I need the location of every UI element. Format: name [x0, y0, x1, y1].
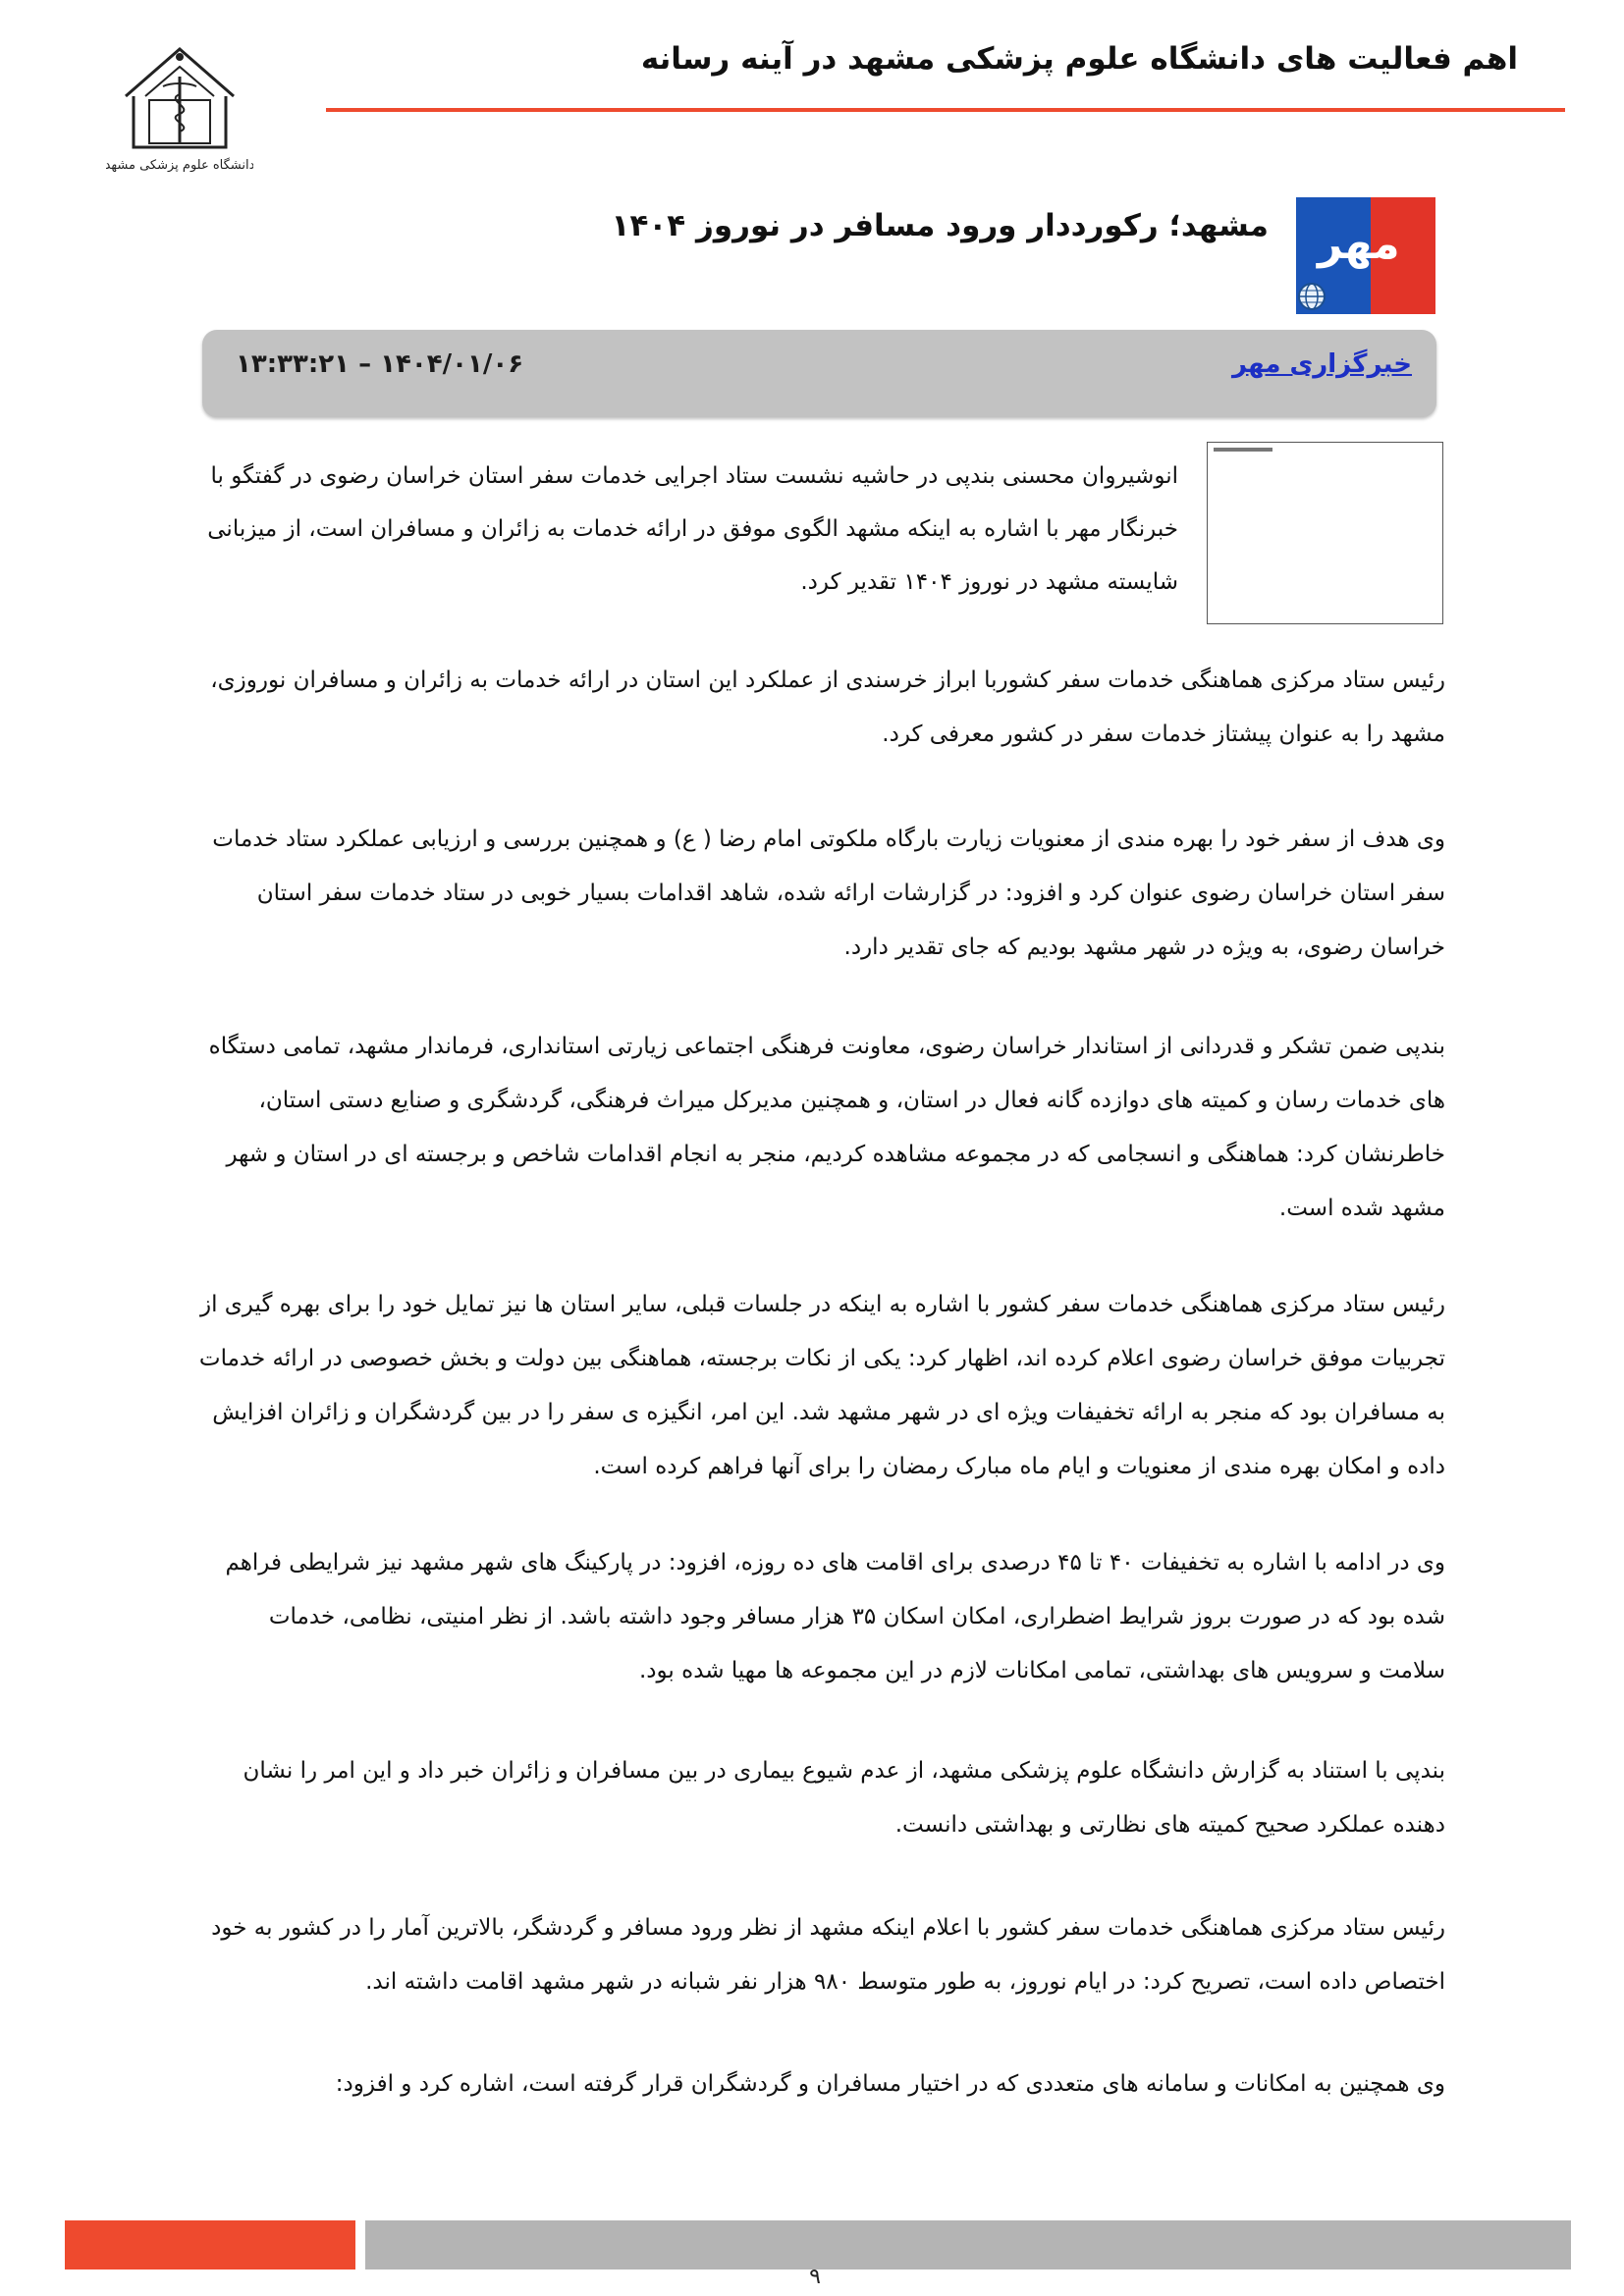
university-emblem-icon [106, 37, 253, 175]
article-paragraph: رئیس ستاد مرکزی هماهنگی خدمات سفر کشور با اشاره به اینکه در جلسات قبلی، سایر استان ها نیز تمایل خود را برای بهره گیری از تجربیات موفق خراسان رضوی اعلام کرده اند، اظهار کرد: یکی از نکات برجسته، هماهنگی بین دولت و بخش خصوصی در ارائه خدمات به مسافران بود که منجر به ارائه تخفیفات ویژه ای در شهر مشهد شد. این امر، انگیزه ی سفر را در بین گردشگران و زائران افزایش داده و امکان بهره مندی از معنویات و ایام ماه مبارک رمضان را برای آنها فراهم کرده است. [198, 1292, 1445, 1479]
article-paragraph: بندپی با استناد به گزارش دانشگاه علوم پزشکی مشهد، از عدم شیوع بیماری در بین مسافران و زائران خبر داد و این امر را نشان دهنده عملکرد صحیح کمیته های نظارتی و بهداشتی دانست. [243, 1758, 1445, 1838]
article-paragraph: انوشیروان محسنی بندپی در حاشیه نشست ستاد اجرایی خدمات سفر استان خراسان رضوی در گفتگو با خبرنگار مهر با اشاره به اینکه مشهد الگوی موفق در ارائه خدمات به زائران و مسافران است، از میزبانی شایسته مشهد در نوروز ۱۴۰۴ تقدیر کرد. [207, 463, 1178, 595]
news-agency-link[interactable]: خبرگزاری مهر [1231, 349, 1412, 379]
header-divider [326, 108, 1565, 112]
university-logo [106, 37, 253, 175]
logo-mark: مهر [1318, 219, 1400, 269]
globe-icon [1296, 281, 1327, 312]
article-paragraph: رئیس ستاد مرکزی هماهنگی خدمات سفر کشور با اعلام اینکه مشهد از نظر ورود مسافر و گردشگر، بالاترین آمار را در کشور به خود اختصاص داده است، تصریح کرد: در ایام نوروز، به طور متوسط ۹۸۰ هزار نفر شبانه در شهر مشهد اقامت داشته اند. [211, 1915, 1445, 1995]
article-image-placeholder [1207, 442, 1443, 624]
header-title: اهم فعالیت های دانشگاه علوم پزشکی مشهد در آینه رسانه [640, 41, 1518, 77]
footer-bar [365, 2220, 1571, 2269]
footer-accent-bar [65, 2220, 355, 2269]
article-paragraph: وی همچنین به امکانات و سامانه های متعددی که در اختیار مسافران و گردشگران قرار گرفته است، اشاره کرد و افزود: [335, 2071, 1445, 2097]
article-paragraph: رئیس ستاد مرکزی هماهنگی خدمات سفر کشوربا ابراز خرسندی از عملکرد این استان در ارائه خدمات به زائران و مسافران نوروزی، مشهد را به عنوان پیشتاز خدمات سفر در کشور معرفی کرد. [210, 667, 1445, 747]
article-paragraph: بندپی ضمن تشکر و قدردانی از استاندار خراسان رضوی، معاونت فرهنگی اجتماعی زیارتی استانداری، فرماندار مشهد، تمامی دستگاه های خدمات رسان و کمیته های دوازده گانه فعال در استان، و همچنین مدیرکل میراث فرهنگی، گردشگری و صنایع دستی استان، خاطرنشان کرد: هماهنگی و انسجامی که در مجموعه مشاهده کردیم، منجر به انجام اقدامات شاخص و برجسته ای در استان و شهر مشهد شده است. [208, 1034, 1445, 1221]
publish-datetime: ۱۴۰۴/۰۱/۰۶ – ۱۳:۳۳:۲۱ [236, 349, 524, 379]
article-paragraph: وی در ادامه با اشاره به تخفیفات ۴۰ تا ۴۵ درصدی برای اقامت های ده روزه، افزود: در پارکینگ های شهر مشهد نیز شرایطی فراهم شده بود که در صورت بروز شرایط اضطراری، امکان اسکان ۳۵ هزار مسافر وجود داشته باشد. از نظر امنیتی، نظامی، خدمات سلامت و سرویس های بهداشتی، تمامی امکانات لازم در این مجموعه ها مهیا شده بود. [225, 1550, 1445, 1683]
article-paragraph: وی هدف از سفر خود را بهره مندی از معنویات زیارت بارگاه ملکوتی امام رضا ( ع) و همچنین بررسی و ارزیابی عملکرد ستاد خدمات سفر استان خراسان رضوی عنوان کرد و افزود: در گزارشات ارائه شده، شاهد اقدامات بسیار خوبی در ستاد خدمات سفر استان خراسان رضوی، به ویژه در شهر مشهد بودیم که جای تقدیر دارد. [212, 827, 1445, 960]
news-title: مشهد؛ رکورددار ورود مسافر در نوروز ۱۴۰۴ [611, 208, 1269, 243]
broken-image-label [1214, 448, 1272, 452]
logo-caption: دانشگاه علوم پزشکی مشهد [106, 158, 253, 173]
page-number: ۹ [809, 2265, 821, 2289]
